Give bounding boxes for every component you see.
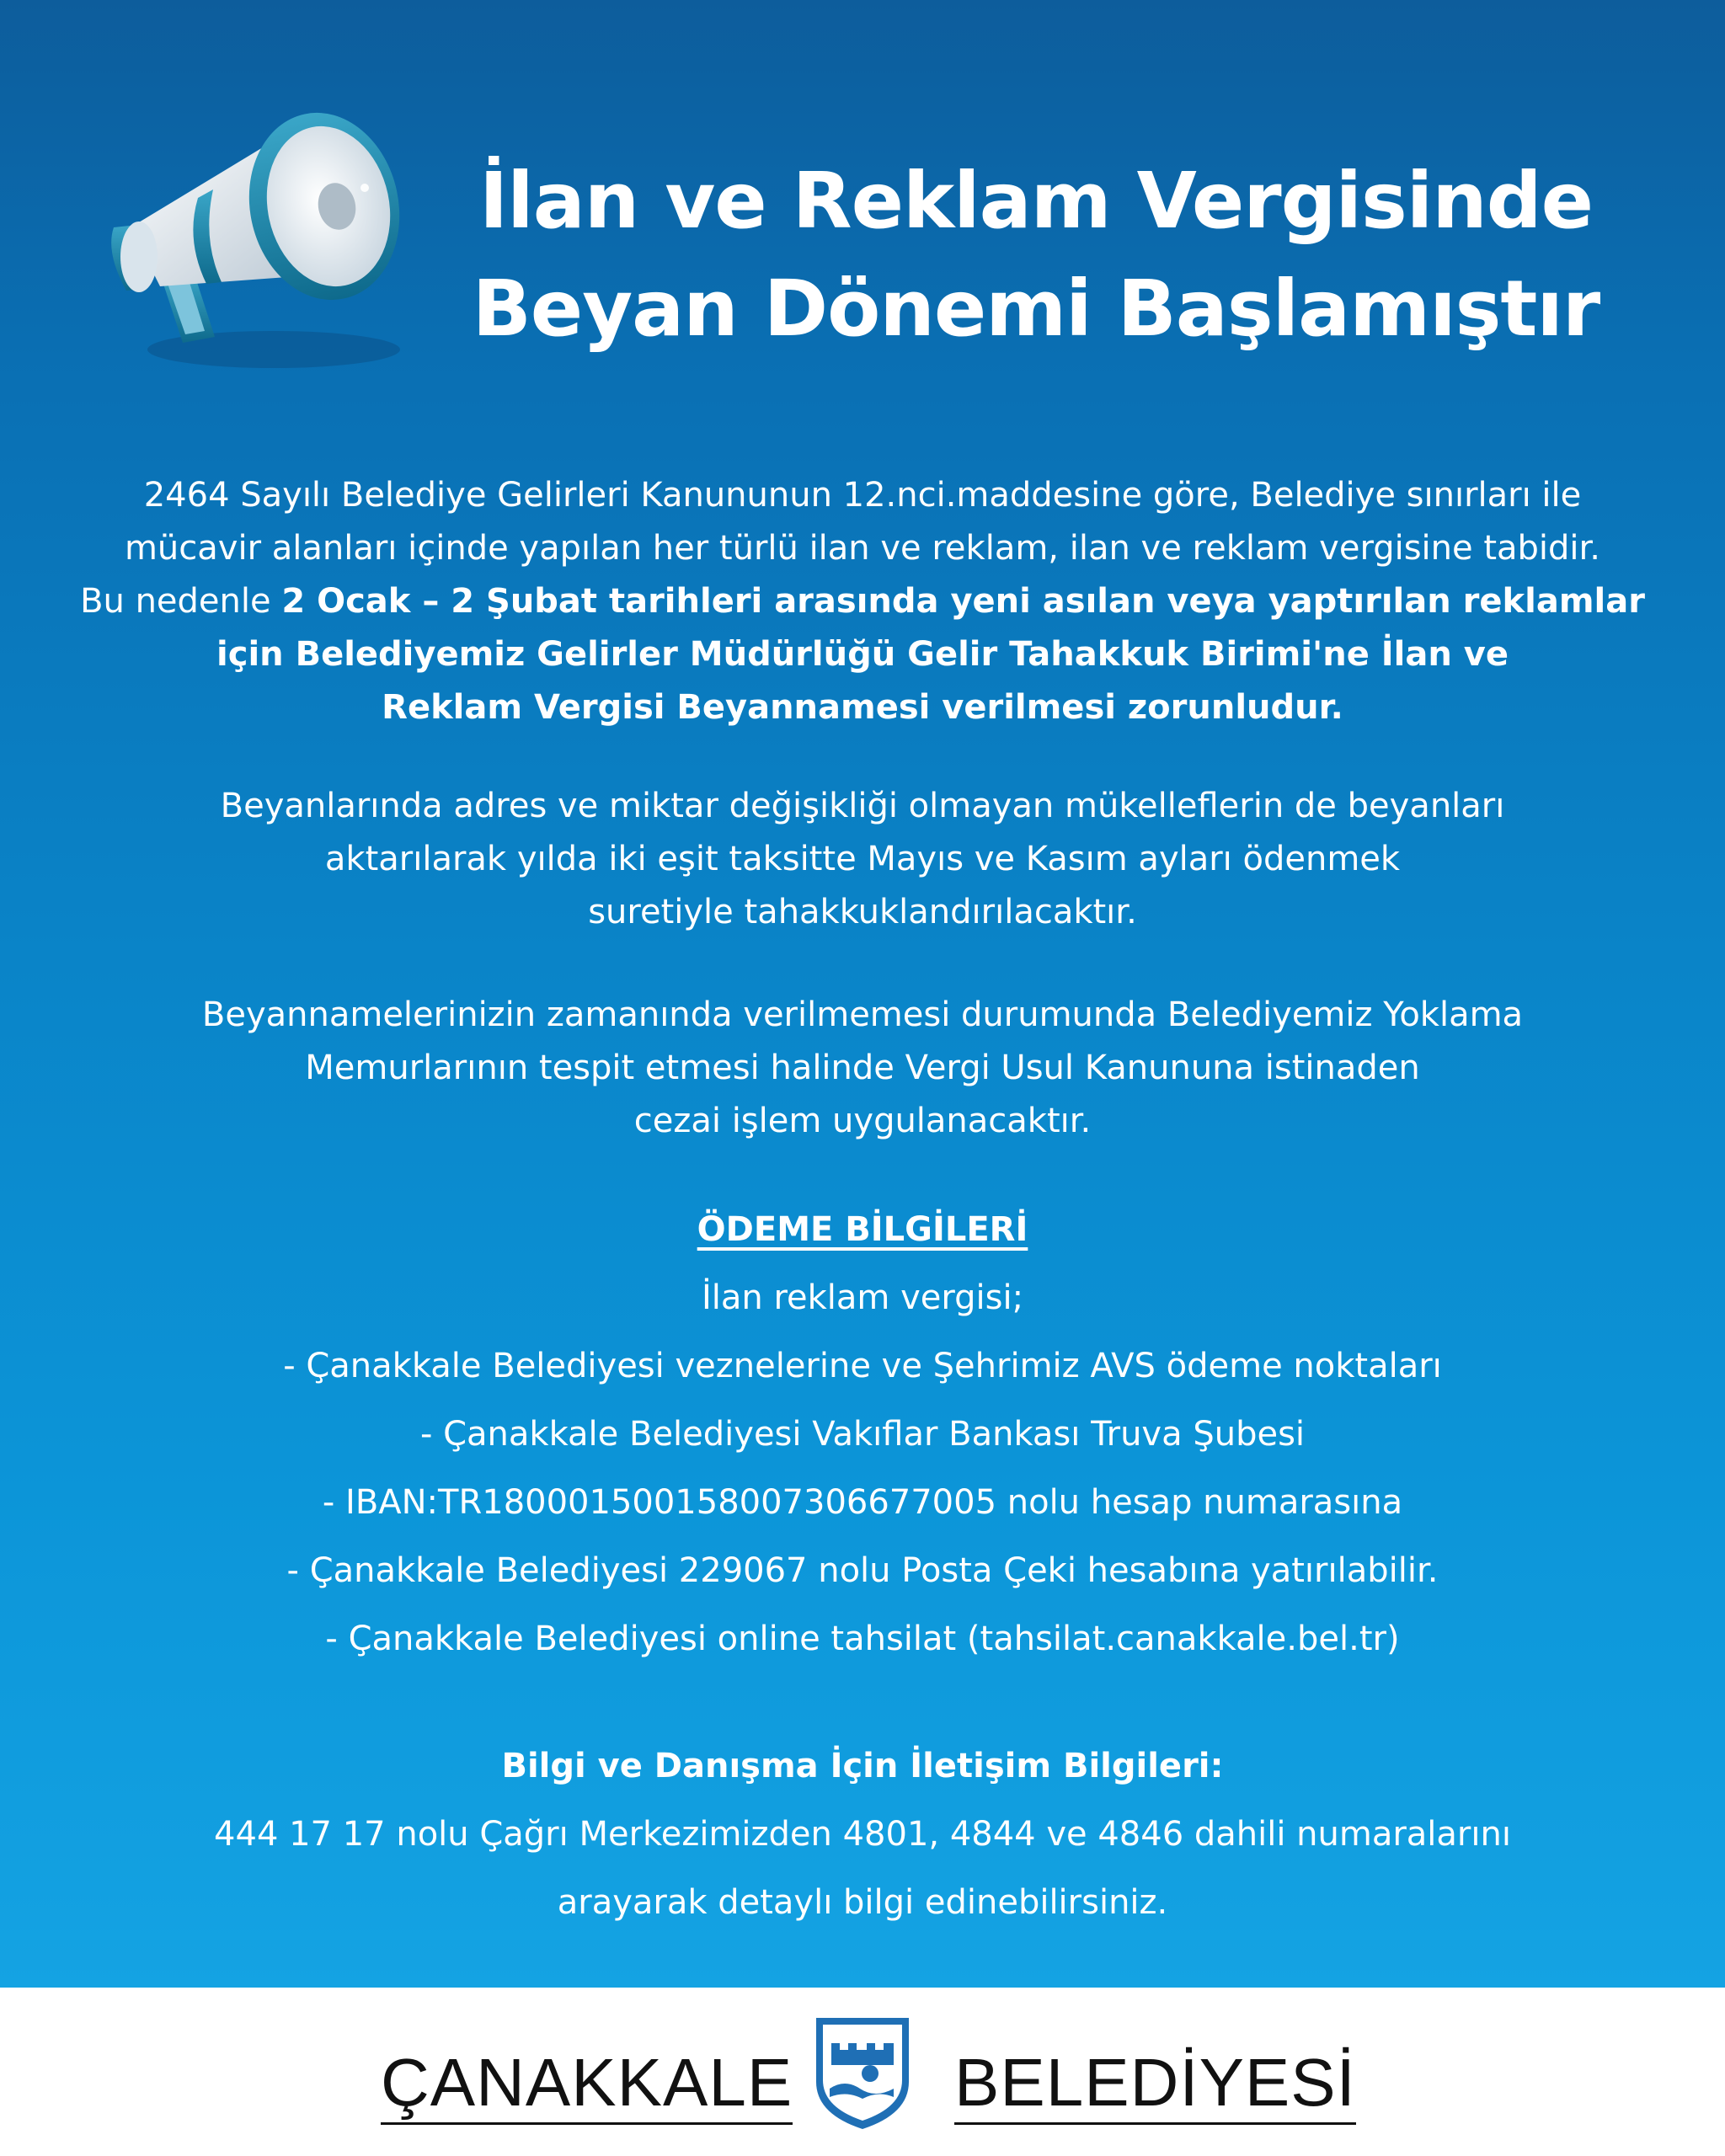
paragraph-line: aktarılarak yılda iki eşit taksitte Mayıs ve Kasım ayları ödenmek xyxy=(324,840,1401,878)
payment-item: - Çanakkale Belediyesi Vakıflar Bankası Truva Şubesi xyxy=(419,1415,1306,1454)
contact-section xyxy=(51,1732,1674,1937)
paragraph-line: mücavir alanları içinde yapılan her türlü ilan ve reklam, ilan ve reklam vergisine tabidir. xyxy=(124,529,1601,568)
footer xyxy=(0,1988,1725,2156)
paragraph-line: Beyannamelerinizin zamanında verilmemesi durumunda Belediyemiz Yoklama xyxy=(201,995,1524,1034)
paragraph-line: Memurlarının tespit etmesi halinde Vergi Usul Kanununa istinaden xyxy=(305,1049,1420,1087)
payment-item: - Çanakkale Belediyesi veznelerine ve Şehrimiz AVS ödeme noktaları xyxy=(283,1347,1442,1385)
date-range-text: 2 Ocak – 2 Şubat tarihleri arasında yeni asılan veya yaptırılan reklamlar xyxy=(281,582,1645,621)
title-line: İlan ve Reklam Vergisinde xyxy=(478,156,1594,246)
paragraph-line xyxy=(51,575,1674,628)
payment-intro: İlan reklam vergisi; xyxy=(701,1278,1024,1317)
payment-info-section xyxy=(51,1196,1674,1673)
payment-item: - IBAN:TR180001500158007306677005 nolu hesap numarasına xyxy=(322,1483,1403,1522)
installment-paragraph xyxy=(51,780,1674,939)
brand-name-left: ÇANAKKALE xyxy=(381,2045,793,2125)
penalty-paragraph xyxy=(51,989,1674,1148)
contact-heading: Bilgi ve Danışma İçin İletişim Bilgileri: xyxy=(501,1747,1224,1785)
paragraph-line: 2464 Sayılı Belediye Gelirleri Kanununun 12.nci.maddesine göre, Belediye sınırları ile xyxy=(143,476,1582,515)
municipality-logo-icon xyxy=(811,2013,914,2132)
brand-name-right: BELEDİYESİ xyxy=(954,2045,1356,2125)
page-title xyxy=(371,147,1701,363)
payment-heading: ÖDEME BİLGİLERİ xyxy=(697,1210,1028,1249)
paragraph-line: suretiyle tahakkuklandırılacaktır. xyxy=(588,893,1137,931)
title-line: Beyan Dönemi Başlamıştır xyxy=(472,264,1600,354)
paragraph-line: cezai işlem uygulanacaktır. xyxy=(633,1102,1092,1140)
paragraph-line: Reklam Vergisi Beyannamesi verilmesi zorunludur. xyxy=(382,688,1343,727)
paragraph-line: için Belediyemiz Gelirler Müdürlüğü Gelir Tahakkuk Birimi'ne İlan ve xyxy=(216,635,1509,674)
legal-paragraph xyxy=(51,469,1674,734)
contact-line: 444 17 17 nolu Çağrı Merkezimizden 4801, 4844 ve 4846 dahili numaralarını xyxy=(214,1815,1511,1854)
contact-line: arayarak detaylı bilgi edinebilirsiniz. xyxy=(557,1883,1168,1922)
payment-item: - Çanakkale Belediyesi 229067 nolu Posta Çeki hesabına yatırılabilir. xyxy=(286,1551,1439,1590)
paragraph-text: Bu nedenle xyxy=(80,582,282,621)
payment-item: - Çanakkale Belediyesi online tahsilat (tahsilat.canakkale.bel.tr) xyxy=(325,1620,1400,1658)
paragraph-line: Beyanlarında adres ve miktar değişikliği olmayan mükelleflerin de beyanları xyxy=(220,787,1505,825)
